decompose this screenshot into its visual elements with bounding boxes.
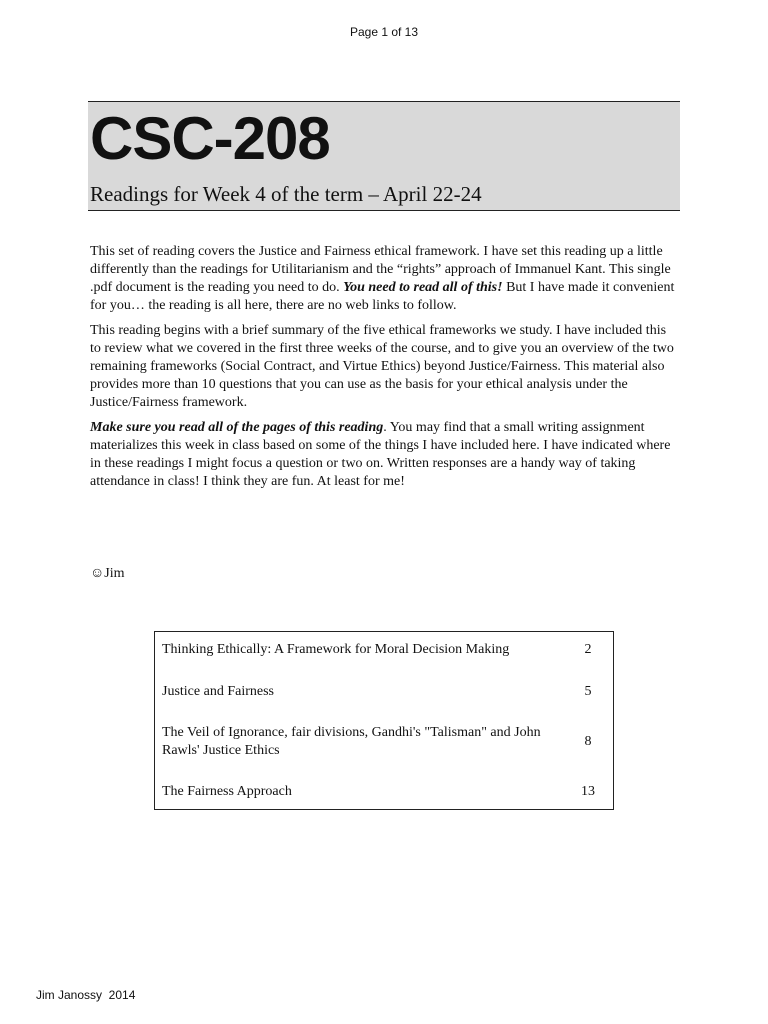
- toc-entry: [162, 724, 613, 760]
- toc-entry-title: The Veil of Ignorance, fair divisions, Gandhi's "Talisman" and John Rawls' Justice Ethics: [162, 725, 541, 758]
- intro-text: [90, 243, 680, 498]
- toc-entry: [162, 783, 613, 801]
- toc-entry-title: The Fairness Approach: [162, 784, 292, 799]
- toc-entry-page: 8: [584, 734, 592, 749]
- toc-entry: [162, 683, 613, 701]
- signature: ☺Jim: [90, 566, 125, 581]
- toc-entry-page: 5: [584, 684, 592, 699]
- paragraph-3-emphasis: Make sure you read all of the pages of this reading: [90, 420, 384, 435]
- toc-entry-title: Justice and Fairness: [162, 684, 274, 699]
- paragraph-1-emphasis: You need to read all of this!: [343, 280, 503, 295]
- paragraph-1: [90, 243, 680, 315]
- toc-entry: [162, 641, 613, 659]
- paragraph-1-text-a: This set of reading covers the Justice and Fairness ethical framework. I have set this reading up a little differently than the readings for Utilitarianism and the “rights” approach of Immanuel Kant. This single .pdf document is the reading you need to do.: [90, 244, 671, 295]
- paragraph-3: [90, 419, 680, 491]
- toc-entry-page: 13: [581, 784, 595, 799]
- paragraph-1-text-b: But I have made it convenient for you… the reading is all here, there are no web links to follow.: [90, 280, 675, 313]
- paragraph-3-text: . You may find that a small writing assignment materializes this week in class based on some of the things I have included here. I have indicated where in these readings I might focus a question or two on. Written responses are a handy way of taking attendance in class! I think they are fun. At least for me!: [90, 420, 671, 489]
- table-of-contents: [154, 631, 614, 810]
- course-code: CSC-208: [90, 105, 330, 172]
- footer-author: Jim Janossy 2014: [36, 988, 136, 1002]
- toc-entry-title: Thinking Ethically: A Framework for Moral Decision Making: [162, 642, 510, 657]
- title-block: [88, 101, 680, 211]
- toc-entry-page: 2: [584, 642, 592, 657]
- page-number: Page 1 of 13: [349, 25, 419, 39]
- paragraph-2: This reading begins with a brief summary of the five ethical frameworks we study. I have included this to review what we covered in the first three weeks of the course, and to give you an overview of the two remaining frameworks (Social Contract, and Virtue Ethics) beyond Justice/Fairness. This material also provides more than 10 questions that you can use as the basis for your ethical analysis under the Justice/Fairness framework.: [90, 323, 674, 410]
- reading-subtitle: Readings for Week 4 of the term – April 22-24: [90, 182, 482, 206]
